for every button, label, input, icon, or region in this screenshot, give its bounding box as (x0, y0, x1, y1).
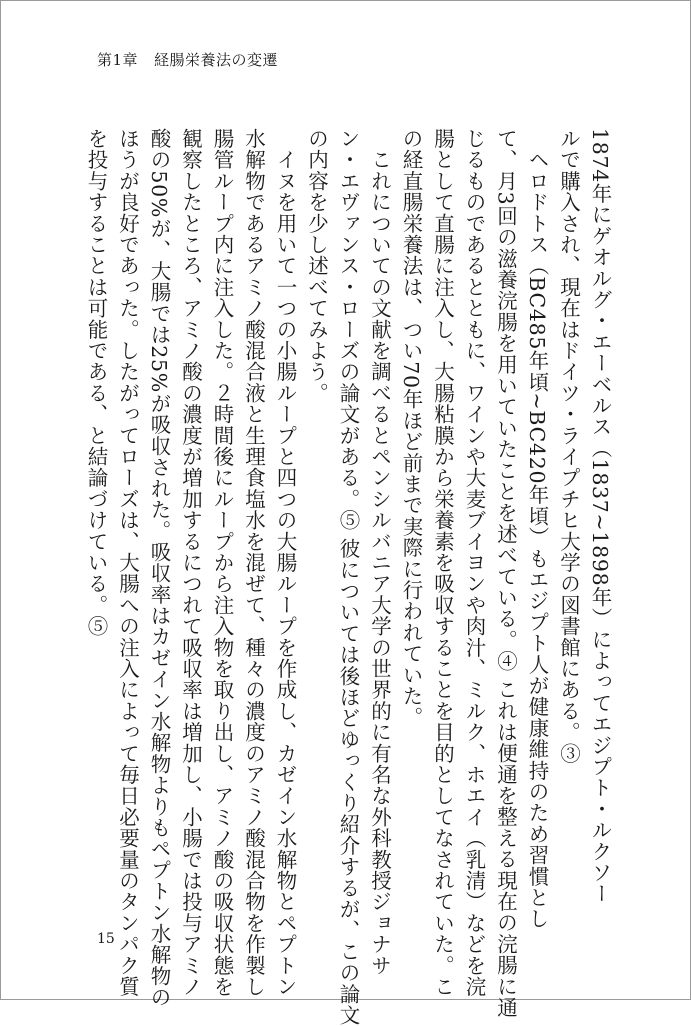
text-line: これについての文献を調べるとペンシルバニア大学の世界的に有名な外科教授ジョナサ (367, 128, 392, 976)
text-line: を投与することは可能である、と結論づけている。⑤ (84, 128, 108, 637)
text-line: イヌを用いて一つの小腸ループと四つの大腸ループを作成し、カゼイン水解物とペプトン (273, 128, 297, 998)
page-number: 15 (97, 931, 115, 947)
text-line: 酸の50%が、大腸では25%が吸収された。吸収率はカゼイン水解物よりもペプトン水解物の (147, 128, 171, 1008)
body-text (80, 128, 616, 1026)
text-line: て、月3回の滋養浣腸を用いていたことを述べている。④ これは便通を整える現在の浣腸に通 (493, 128, 518, 1019)
text-line: ルで購入され、現在はドイツ・ライプチヒ大学の図書館にある。③ (556, 128, 581, 764)
text-line: ン・エヴァンス・ローズの論文がある。⑤ 彼については後ほどゆっくり紹介するが、この論文 (336, 128, 360, 1026)
text-line: の経直腸栄養法は、つい70年ほど前まで実際に行われていた。 (399, 128, 423, 728)
text-line: 腸管ループ内に注入した。２時間後にループから注入物を取り出し、アミノ酸の吸収状態を (210, 128, 234, 998)
text-line: ヘロドトス（BC485年頃~BC420年頃）もエジプト人が健康維持のため習慣とし (525, 128, 549, 930)
chapter-number: 第1章 (97, 51, 139, 69)
text-line: 観察したところ、アミノ酸の濃度が増加するにつれて吸収率は増加し、小腸では投与アミノ (178, 128, 203, 998)
text-line: 水解物であるアミノ酸混合液と生理食塩水を混ぜて、種々の濃度のアミノ酸混合物を作製し (241, 128, 266, 998)
text-line: じるものであるとともに、ワインや大麦ブイヨンや肉汁、ミルク、ホエイ（乳清）などを浣 (462, 128, 486, 998)
running-header (97, 49, 278, 70)
text-line: 腸として直腸に注入し、大腸粘膜から栄養素を吸収することを目的としてなされていた。こ (430, 128, 455, 998)
text-line: の内容を少し述べてみよう。 (304, 128, 329, 404)
text-line: 1874年にゲオルグ・エーベルス（1837~1898年）によってエジプト・ルクソー (588, 128, 612, 905)
chapter-title: 経腸栄養法の変遷 (154, 51, 279, 69)
text-line: ほうが良好であった。したがってローズは、大腸への注入によって毎日必要量のタンパク質 (115, 128, 140, 998)
